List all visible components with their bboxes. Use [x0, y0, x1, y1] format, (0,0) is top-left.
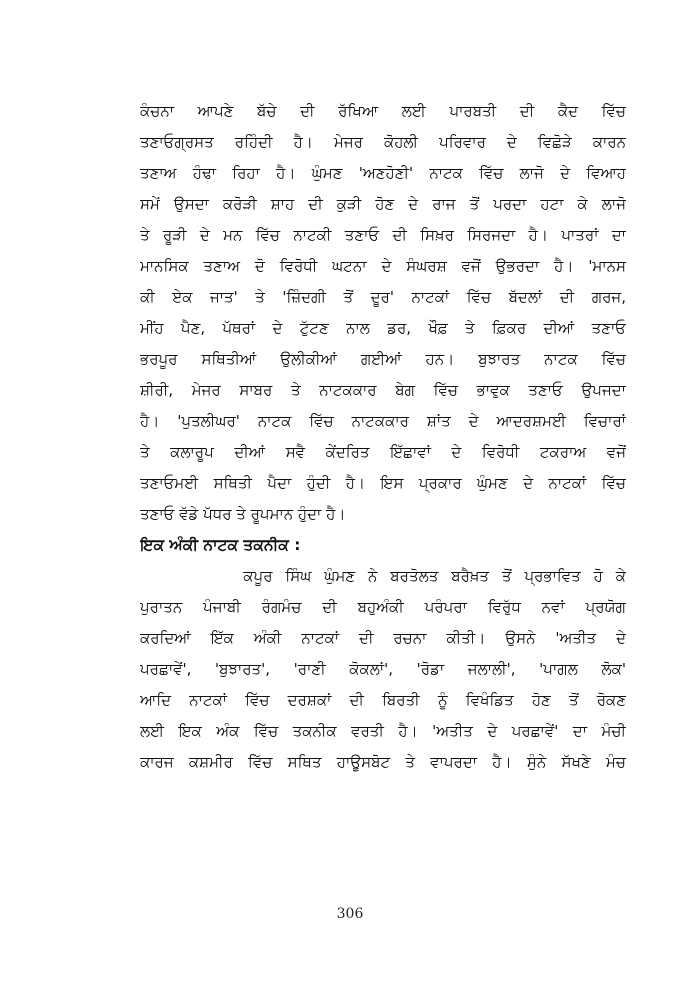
text-line: ਕਰਦਿਆਂ ਇੱਕ ਅੰਕੀ ਨਾਟਕਾਂ ਦੀ ਰਚਨਾ ਕੀਤੀ। ਉਸਨੇ 'ਅਤੀਤ ਦੇ [140, 629, 626, 647]
text-line: ਆਦਿ ਨਾਟਕਾਂ ਵਿੱਚ ਦਰਸ਼ਕਾਂ ਦੀ ਬਿਰਤੀ ਨੂੰ ਵਿਖੰਡਿਤ ਹੋਣ ਤੋਂ ਰੋਕਣ [140, 691, 626, 709]
text-line: ਮਾਨਸਿਕ ਤਣਾਅ ਦੋ ਵਿਰੋਧੀ ਘਟਨਾ ਦੇ ਸੰਘਰਸ਼ ਵਜੋਂ ਉਭਰਦਾ ਹੈ। 'ਮਾਨਸ [140, 257, 626, 275]
text-line: ਪੁਰਾਤਨ ਪੰਜਾਬੀ ਰੰਗਮੰਚ ਦੀ ਬਹੁਅੰਕੀ ਪਰੰਪਰਾ ਵਿਰੁੱਧ ਨਵਾਂ ਪ੍ਰਯੋਗ [140, 598, 626, 616]
text-line: ਤੇ ਰੂੜੀ ਦੇ ਮਨ ਵਿੱਚ ਨਾਟਕੀ ਤਣਾਓ ਦੀ ਸਿਖ਼ਰ ਸਿਰਜਦਾ ਹੈ। ਪਾਤਰਾਂ ਦਾ [140, 226, 626, 244]
text-line: ਤੇ ਕਲਾਰੂਪ ਦੀਆਂ ਸਵੈ ਕੇਂਦਰਿਤ ਇੱਛਾਵਾਂ ਦੇ ਵਿਰੋਧੀ ਟਕਰਾਅ ਵਜੋਂ [140, 443, 626, 461]
text-line: ਕੀ ਏਕ ਜਾਤ' ਤੇ 'ਜ਼ਿੰਦਗੀ ਤੋਂ ਦੂਰ' ਨਾਟਕਾਂ ਵਿੱਚ ਬੱਦਲਾਂ ਦੀ ਗਰਜ, [140, 288, 626, 306]
text-line: ਤਣਾਅ ਹੰਢਾ ਰਿਹਾ ਹੈ। ਘੁੰਮਣ 'ਅਣਹੋਣੀ' ਨਾਟਕ ਵਿੱਚ ਲਾਜੋ ਦੇ ਵਿਆਹ [140, 164, 626, 182]
text-line: ਕਾਰਜ ਕਸ਼ਮੀਰ ਵਿੱਚ ਸਥਿਤ ਹਾਊਸਬੋਟ ਤੇ ਵਾਪਰਦਾ ਹੈ। ਸੁੰਨੇ ਸੱਖਣੇ ਮੰਚ [140, 753, 626, 771]
body-text [140, 96, 626, 778]
paragraph-1 [140, 96, 626, 530]
text-line: ਸਮੇਂ ਉਸਦਾ ਕਰੋੜੀ ਸ਼ਾਹ ਦੀ ਕੁੜੀ ਹੋਣ ਦੇ ਰਾਜ ਤੋਂ ਪਰਦਾ ਹਟਾ ਕੇ ਲਾਜੋ [140, 195, 626, 213]
text-line: ਮੀਂਹ ਪੈਣ, ਪੱਥਰਾਂ ਦੇ ਟੁੱਟਣ ਨਾਲ ਡਰ, ਖੌਫ਼ ਤੇ ਫ਼ਿਕਰ ਦੀਆਂ ਤਣਾਓ [140, 319, 626, 337]
text-line: ਸ਼ੀਰੀ, ਮੇਜਰ ਸਾਬਰ ਤੇ ਨਾਟਕਕਾਰ ਬੇਗ ਵਿੱਚ ਭਾਵੁਕ ਤਣਾਓ ਉਪਜਦਾ [140, 381, 626, 399]
text-line: ਕੰਚਨਾ ਆਪਣੇ ਬੱਚੇ ਦੀ ਰੱਖਿਆ ਲਈ ਪਾਰਬਤੀ ਦੀ ਕੈਦ ਵਿੱਚ [140, 102, 626, 120]
paragraph-2 [140, 561, 626, 778]
text-line: ਕਪੂਰ ਸਿੰਘ ਘੁੰਮਣ ਨੇ ਬਰਤੋਲਤ ਬਰੈਖ਼ਤ ਤੋਂ ਪ੍ਰਭਾਵਿਤ ਹੋ ਕੇ [140, 567, 626, 585]
text-line: ਤਣਾਓਗ੍ਰਸਤ ਰਹਿੰਦੀ ਹੈ। ਮੇਜਰ ਕੋਹਲੀ ਪਰਿਵਾਰ ਦੇ ਵਿਛੋੜੇ ਕਾਰਨ [140, 133, 626, 151]
page-number: 306 [336, 906, 364, 922]
section-heading: ਇਕ ਅੰਕੀ ਨਾਟਕ ਤਕਨੀਕ : [140, 536, 301, 554]
text-line: ਪਰਛਾਵੇਂ', 'ਬੁਝਾਰਤ', 'ਰਾਣੀ ਕੋਕਲਾਂ', 'ਰੋਡਾ ਜਲਾਲੀ', 'ਪਾਗਲ ਲੋਕ' [140, 660, 626, 678]
text-line: ਹੈ। 'ਪੁਤਲੀਘਰ' ਨਾਟਕ ਵਿੱਚ ਨਾਟਕਕਾਰ ਸ਼ਾਂਤ ਦੇ ਆਦਰਸ਼ਮਈ ਵਿਚਾਰਾਂ [140, 412, 626, 430]
text-line: ਭਰਪੂਰ ਸਥਿਤੀਆਂ ਉਲੀਕੀਆਂ ਗਈਆਂ ਹਨ। ਬੁਝਾਰਤ ਨਾਟਕ ਵਿੱਚ [140, 350, 626, 368]
text-line: ਤਣਾਓ ਵੱਡੇ ਪੱਧਰ ਤੇ ਰੂਪਮਾਨ ਹੁੰਦਾ ਹੈ। [140, 505, 346, 523]
text-line: ਤਣਾਓਮਈ ਸਥਿਤੀ ਪੈਦਾ ਹੁੰਦੀ ਹੈ। ਇਸ ਪ੍ਰਕਾਰ ਘੁੰਮਣ ਦੇ ਨਾਟਕਾਂ ਵਿੱਚ [140, 474, 626, 492]
text-line: ਲਈ ਇਕ ਅੰਕ ਵਿੱਚ ਤਕਨੀਕ ਵਰਤੀ ਹੈ। 'ਅਤੀਤ ਦੇ ਪਰਛਾਵੇਂ' ਦਾ ਮੰਚੀ [140, 722, 626, 740]
